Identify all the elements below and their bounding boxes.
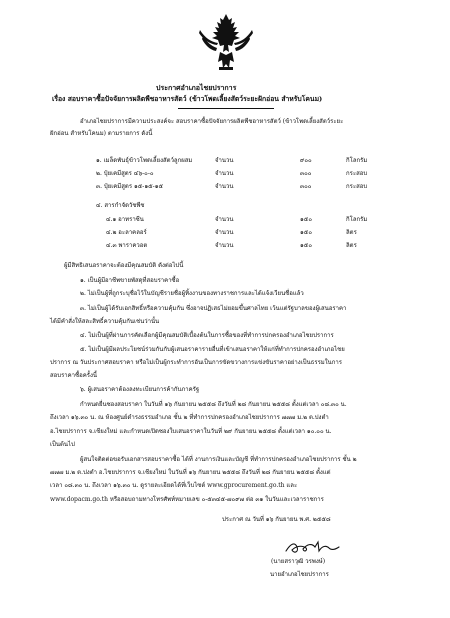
qualification-line: สอบราคาซื้อครั้งนี้	[50, 372, 97, 379]
qualifications-heading: ผู้มีสิทธิเสนอราคาจะต้องมีคุณสมบัติ ดังต่อไปนี้	[64, 262, 184, 269]
qualification-line: ได้มีคำสั่งให้สละสิทธิ์ความคุ้มกันเช่นว่านั้น	[50, 318, 160, 325]
document-subject: เรื่อง สอบราคาซื้อปัจจัยการผลิตพืชอาหารสัตว์ (ข้าวโพดเลี้ยงสัตว์ระยะฝักอ่อน สำหรับโคนม)	[52, 95, 323, 103]
contact-line: ๗๗๗ ม.๒ ต.ปงตำ อ.ไชยปราการ จ.เชียงใหม่ ในวันที่ ๑๖ กันยายน ๒๕๕๘ ถึงวันที่ ๒๘ กันยายน ๒๕๕๘ ตั้งแต่	[50, 469, 331, 476]
signer-name: (นายสราวุฒิ วรพงษ์)	[271, 558, 326, 565]
document-title: ประกาศอำเภอไชยปราการ	[156, 83, 237, 92]
contact-line: www.dopacm.go.th หรือสอบถามทางโทรศัพท์หมายเลข ๐-๕๓๔๕-๗๐๙๗ ต่อ ๓๑ ในวันและเวลาราชการ	[50, 496, 324, 503]
announce-date: ประกาศ ณ วันที่ ๑๖ กันยายน พ.ศ. ๒๕๕๘	[222, 516, 331, 523]
title-rule	[178, 108, 274, 109]
qualification-line: ๒. ไม่เป็นผู้ที่ถูกระบุชื่อไว้ในบัญชีรายชื่อผู้ทิ้งงานของทางราชการและได้แจ้งเวียนชื่อแล้ว	[80, 290, 304, 297]
schedule-line: อ.ไชยปราการ จ.เชียงใหม่ และกำหนดเปิดซองใบเสนอราคาในวันที่ ๒๙ กันยายน ๒๕๕๘ ตั้งแต่เวลา ๑๐.๐๐ น.	[50, 428, 332, 435]
qualification-line: ๖. ผู้เสนอราคาต้องลงทะเบียนการค้ากับภาครัฐ	[80, 386, 200, 393]
qualification-line: ๓. ไม่เป็นผู้ได้รับเอกสิทธิ์หรือความคุ้มกัน ซึ่งอาจปฏิเสธไม่ยอมขึ้นศาลไทย เว้นแต่รัฐบาลของผู้เสนอราคา	[80, 305, 347, 312]
signer-position: นายอำเภอไชยปราการ	[270, 571, 329, 578]
contact-line: ผู้สนใจติดต่อขอรับเอกสารสอบราคาซื้อ ได้ที่ งานการเงินและบัญชี ที่ทำการปกครองอำเภอไชยปราการ ชั้น ๒	[80, 456, 357, 463]
signature-icon	[282, 538, 340, 556]
qualification-line: ปราการ ณ วันประกาศสอบราคา หรือไม่เป็นผู้กระทำการอันเป็นการขัดขวางการแข่งขันราคาอย่างเป็นธรรมในการ	[50, 359, 343, 366]
garuda-emblem-icon	[199, 12, 253, 72]
qualification-line: ๕. ไม่เป็นผู้มีผลประโยชน์ร่วมกันกับผู้เสนอราคารายอื่นที่เข้าเสนอราคาให้แก่ที่ทำการปกครองอำเภอไชย	[80, 346, 345, 353]
schedule-line: เป็นต้นไป	[50, 441, 75, 448]
qualification-line: ๑. เป็นผู้มีอาชีพขายพัสดุที่สอบราคาซื้อ	[80, 277, 180, 284]
intro-line-1: อำเภอไชยปราการมีความประสงค์จะ สอบราคาซื้อปัจจัยการผลิตพืชอาหารสัตว์ (ข้าวโพดเลี้ยงสัตว์ระยะ	[80, 118, 344, 125]
contact-line: เวลา ๐๘.๓๐ น. ถึงเวลา ๑๖.๓๐ น. ดูรายละเอียดได้ที่เว็บไซต์ www.gprocurement.go.th และ	[50, 482, 298, 489]
qualification-line: ๔. ไม่เป็นผู้ที่ผ่านการคัดเลือกผู้มีคุณสมบัติเบื้องต้นในการซื้อของที่ทำการปกครองอำเภอไชยปราการ	[80, 332, 334, 339]
schedule-line: ถึงเวลา ๑๖.๓๐ น. ณ ห้องศูนย์ดำรงธรรมอำเภอ ชั้น ๒ ที่ทำการปกครองอำเภอไชยปราการ ๗๗๗ ม.๒ ต.ปงตำ	[50, 414, 329, 421]
document-page: ประกาศอำเภอไชยปราการ เรื่อง สอบราคาซื้อปัจจัยการผลิตพืชอาหารสัตว์ (ข้าวโพดเลี้ยงสัตว์ระยะฝักอ่อน สำหรับโคนม) อำเภอไชยปราการมีความประสงค์จะ สอบราคาซื้อปัจจัยการผลิตพืชอาหารสัตว์ (ข้าวโพดเลี้ยงสัตว์ระยะ ฝักอ่อน สำหรับโคนม) ตามรายการ ดังนี้ ๑. เมล็ดพันธุ์ข้าวโพดเลี้ยงสัตว์ลูกผสม จำนวน ๙๐๐ กิโลกรัม ๒. ปุ๋ยเคมีสูตร ๔๖-๐-๐ จำนวน ๓๐๐ กระสอบ ๓. ปุ๋ยเคมีสูตร ๑๕-๑๕-๑๕ จำนวน ๓๐๐ กระสอบ ๔. สารกำจัดวัชพืช ๔.๑ อาทราซีน จำนวน ๑๕๐ กิโลกรัม ๔.๒ อะลาคลอร์ จำนวน ๑๕๐ ลิตร ๔.๓ พาราควอต จำนวน ๑๕๐ ลิตร ผู้มีสิทธิเสนอราคาจะต้องมีคุณสมบัติ ดังต่อไปนี้ ๑. เป็นผู้มีอาชีพขายพัสดุที่สอบราคาซื้อ ๒. ไม่เป็นผู้ที่ถูกระบุชื่อไว้ในบัญชีรายชื่อผู้ทิ้งงานของทางราชการและได้แจ้งเวียนชื่อแล้ว ๓. ไม่เป็นผู้ได้รับเอกสิทธิ์หรือความคุ้มกัน ซึ่งอาจปฏิเสธไม่ยอมขึ้นศาลไทย เว้นแต่รัฐบาลของผู้เสนอราคา ได้มีคำสั่งให้สละสิทธิ์ความคุ้มกันเช่นว่านั้น ๔. ไม่เป็นผู้ที่ผ่านการคัดเลือกผู้มีคุณสมบัติเบื้องต้นในการซื้อของที่ทำการปกครองอำเภอไชยปราการ ๕. ไม่เป็นผู้มีผลประโยชน์ร่วมกันกับผู้เสนอราคารายอื่นที่เข้าเสนอราคาให้แก่ที่ทำการปกครองอำเภอไชย ปราการ ณ วันประกาศสอบราคา หรือไม่เป็นผู้กระทำการอันเป็นการขัดขวางการแข่งขันราคาอย่างเป็นธรรมในการ สอบราคาซื้อครั้งนี้ ๖. ผู้เสนอราคาต้องลงทะเบียนการค้ากับภาครัฐ กำหนดยื่นซองสอบราคา ในวันที่ ๑๖ กันยายน ๒๕๕๘ ถึงวันที่ ๒๘ กันยายน ๒๕๕๘ ตั้งแต่เวลา ๐๘.๓๐ น. ถึงเวลา ๑๖.๓๐ น. ณ ห้องศูนย์ดำรงธรรมอำเภอ ชั้น ๒ ที่ทำการปกครองอำเภอไชยปราการ ๗๗๗ ม.๒ ต.ปงตำ อ.ไชยปราการ จ.เชียงใหม่ และกำหนดเปิดซองใบเสนอราคาในวันที่ ๒๙ กันยายน ๒๕๕๘ ตั้งแต่เวลา ๑๐.๐๐ น. เป็นต้นไป ผู้สนใจติดต่อขอรับเอกสารสอบราคาซื้อ ได้ที่ งานการเงินและบัญชี ที่ทำการปกครองอำเภอไชยปราการ ชั้น ๒ ๗๗๗ ม.๒ ต.ปงตำ อ.ไชยปราการ จ.เชียงใหม่ ในวันที่ ๑๖ กันยายน ๒๕๕๘ ถึงวันที่ ๒๘ กันยายน ๒๕๕๘ ตั้งแต่ เวลา ๐๘.๓๐ น. ถึงเวลา ๑๖.๓๐ น. ดูรายละเอียดได้ที่เว็บไซต์ www.gprocurement.go.th และ www.dopacm.go.th หรือสอบถามทางโทรศัพท์หมายเลข ๐-๕๓๔๕-๗๐๙๗ ต่อ ๓๑ ในวันและเวลาราชการ ประกาศ ณ วันที่ ๑๖ กันยายน พ.ศ. ๒๕๕๘ (นายสราวุฒิ วรพงษ์) นายอำเภอไชยปราการ	[0, 0, 450, 618]
intro-line-2: ฝักอ่อน สำหรับโคนม) ตามรายการ ดังนี้	[50, 130, 153, 137]
schedule-line: กำหนดยื่นซองสอบราคา ในวันที่ ๑๖ กันยายน ๒๕๕๘ ถึงวันที่ ๒๘ กันยายน ๒๕๕๘ ตั้งแต่เวลา ๐๘.๓๐ น.	[80, 401, 347, 408]
